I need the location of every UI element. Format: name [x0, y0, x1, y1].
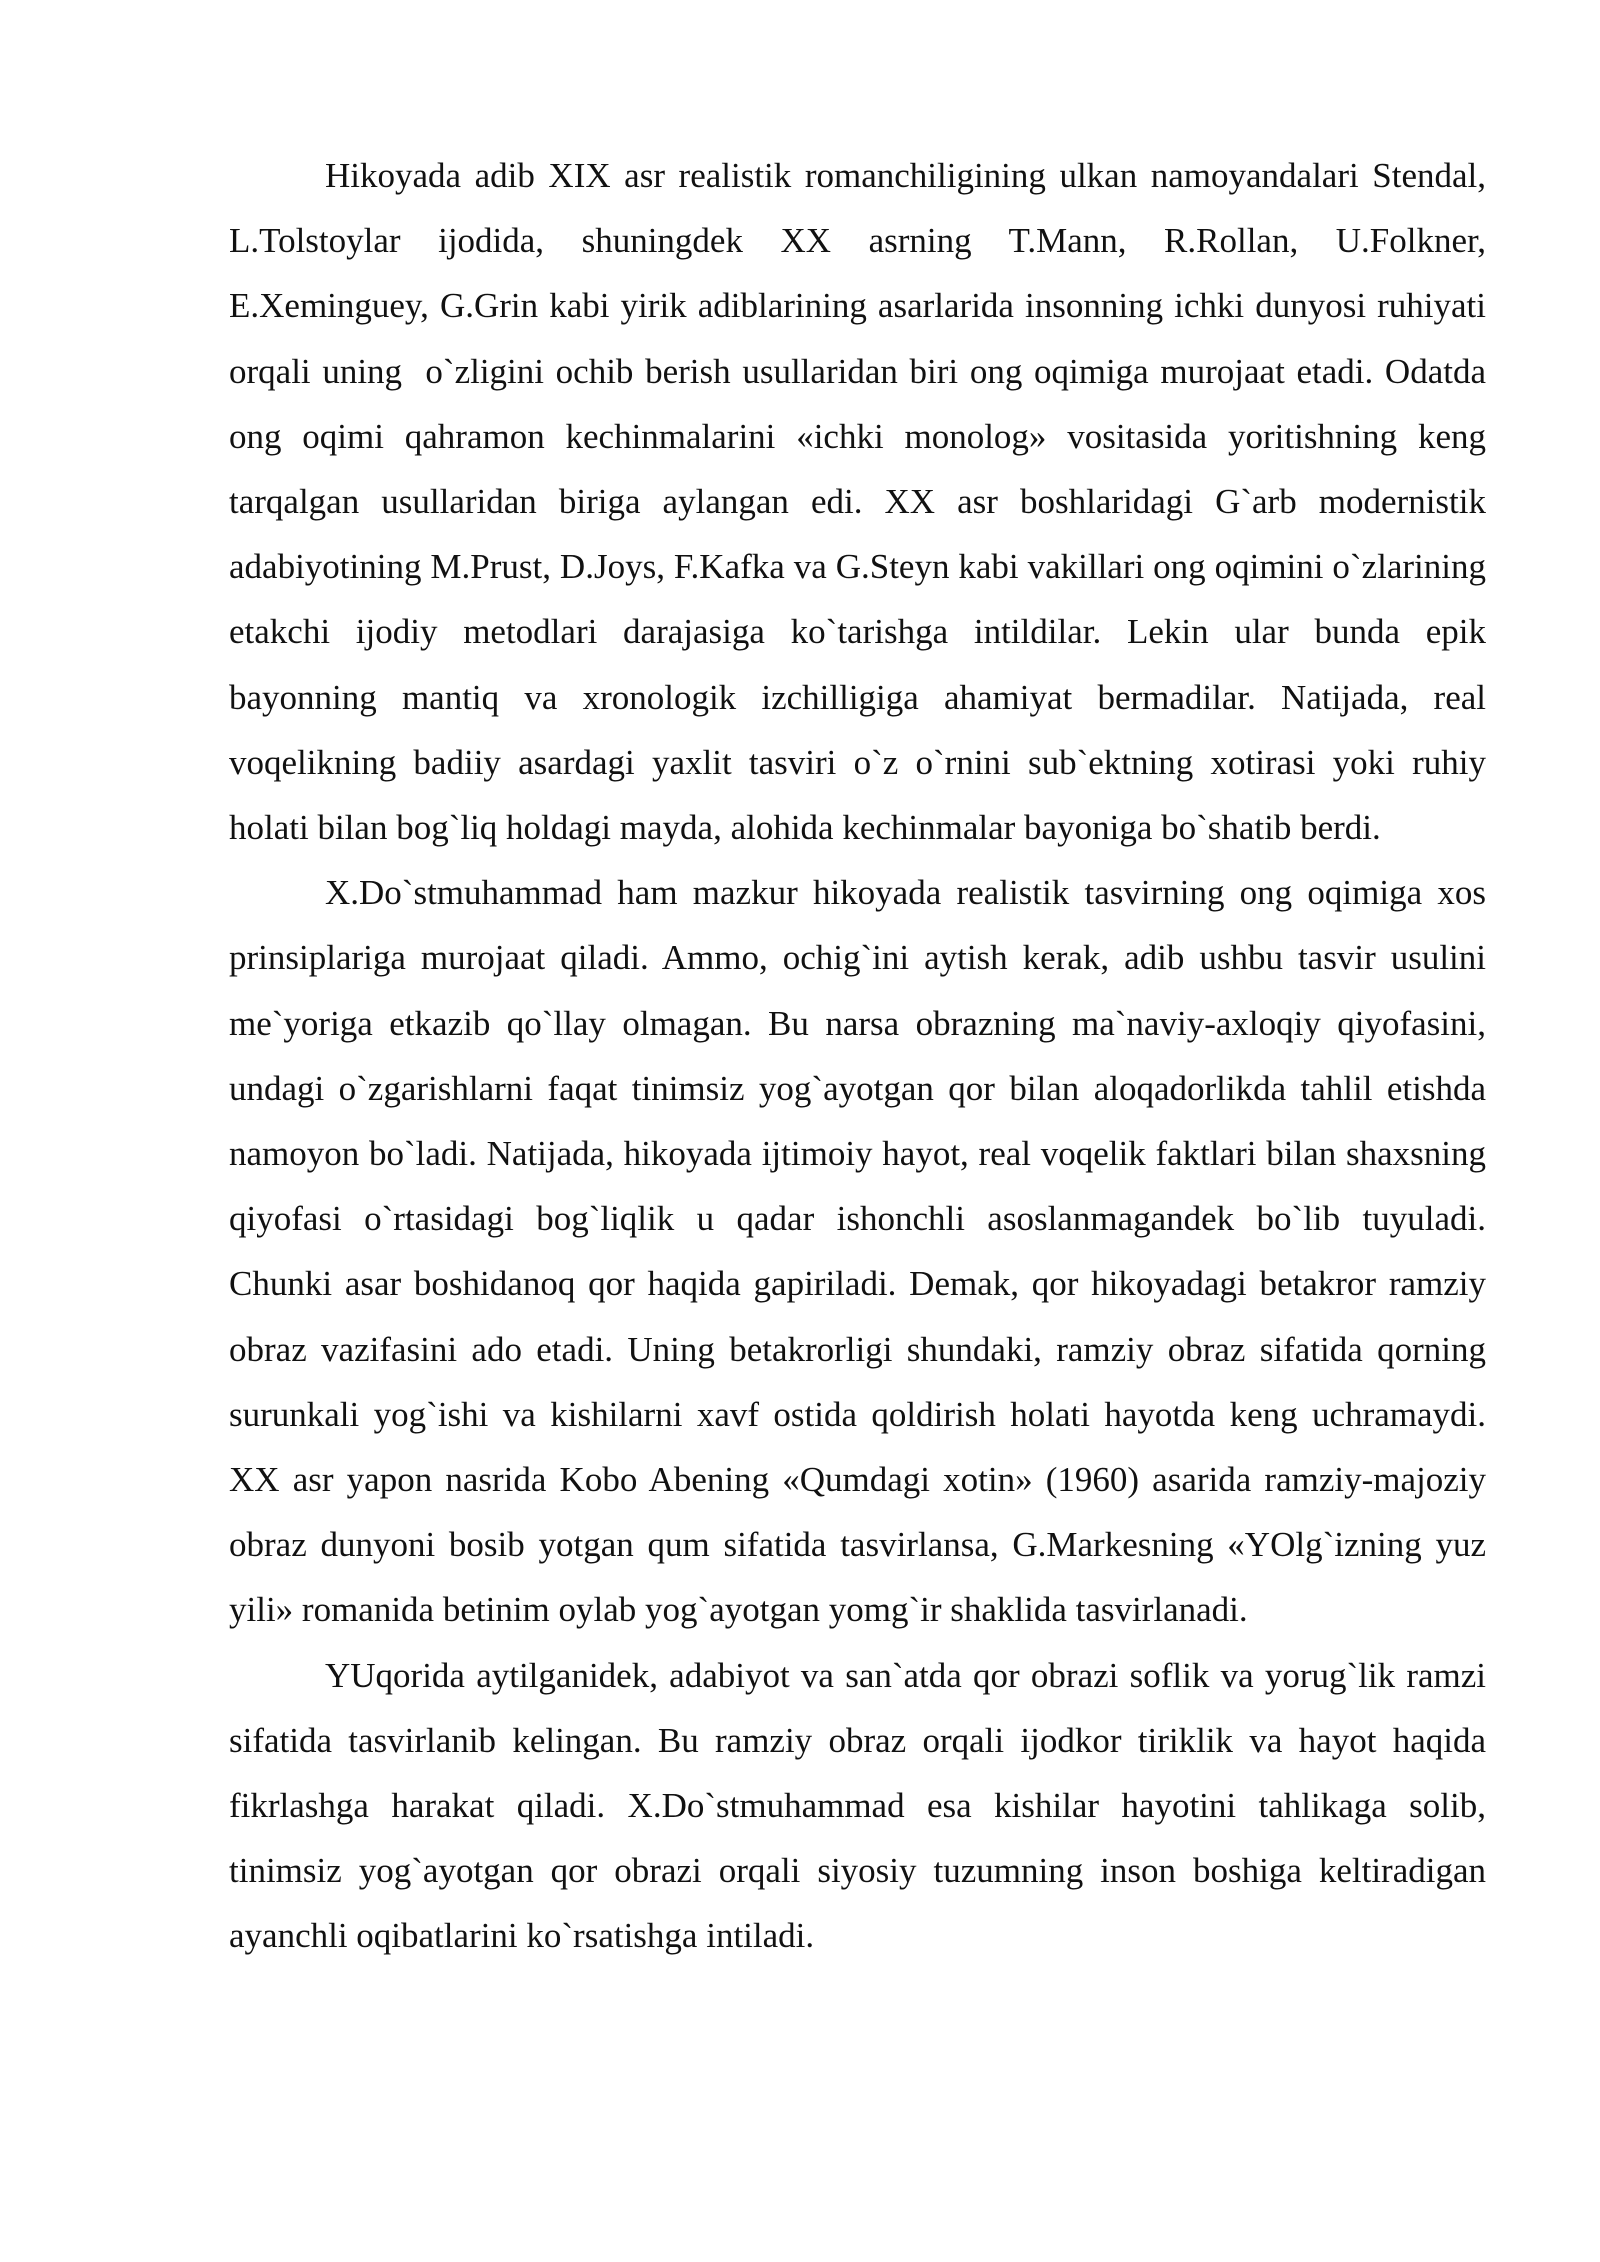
- paragraph-1: Hikoyada adib XIX asr realistik romanchiligining ulkan namoyandalari Stendal, L.Tolstoylar ijodida, shuningdek XX asrning T.Mann, R.Rollan, U.Folkner, E.Xeminguey, G.Grin kabi yirik adiblarining asarlarida insonning ichki dunyosi ruhiyati orqali uning o`zligini ochib berish usullaridan biri ong oqimiga murojaat etadi. Odatda ong oqimi qahramon kechinmalarini «ichki monolog» vositasida yoritishning keng tarqalgan usullaridan biriga aylangan edi. XX asr boshlaridagi G`arb modernistik adabiyotining M.Prust, D.Joys, F.Kafka va G.Steyn kabi vakillari ong oqimini o`zlarining etakchi ijodiy metodlari darajasiga ko`tarishga intildilar. Lekin ular bunda epik bayonning mantiq va xronologik izchilligiga ahamiyat bermadilar. Natijada, real voqelikning badiiy asardagi yaxlit tasviri o`z o`rnini sub`ektning xotirasi yoki ruhiy holati bilan bog`liq holdagi mayda, alohida kechinmalar bayoniga bo`shatib berdi.: [229, 156, 1495, 848]
- paragraph-3: YUqorida aytilganidek, adabiyot va san`atda qor obrazi soflik va yorug`lik ramzi sifatida tasvirlanib kelingan. Bu ramziy obraz orqali ijodkor tiriklik va hayot haqida fikrlashga harakat qiladi. X.Do`stmuhammad esa kishilar hayotini tahlikaga solib, tinimsiz yog`ayotgan qor obrazi orqali siyosiy tuzumning inson boshiga keltiradigan ayanchli oqibatlarini ko`rsatishga intiladi.: [229, 1655, 1495, 1956]
- paragraph-2: X.Do`stmuhammad ham mazkur hikoyada realistik tasvirning ong oqimiga xos prinsiplariga murojaat qiladi. Ammo, ochig`ini aytish kerak, adib ushbu tasvir usulini me`yoriga etkazib qo`llay olmagan. Bu narsa obrazning ma`naviy-axloqiy qiyofasini, undagi o`zgarishlarni faqat tinimsiz yog`ayotgan qor bilan aloqadorlikda tahlil etishda namoyon bo`ladi. Natijada, hikoyada ijtimoiy hayot, real voqelik faktlari bilan shaxsning qiyofasi o`rtasidagi bog`liqlik u qadar ishonchli asoslanmagandek bo`lib tuyuladi. Chunki asar boshidanoq qor haqida gapiriladi. Demak, qor hikoyadagi betakror ramziy obraz vazifasini ado etadi. Uning betakrorligi shundaki, ramziy obraz sifatida qorning surunkali yog`ishi va kishilarni xavf ostida qoldirish holati hayotda keng uchramaydi. XX asr yapon nasrida Kobo Abening «Qumdagi xotin» (1960) asarida ramziy-majoziy obraz dunyoni bosib yotgan qum sifatida tasvirlansa, G.Markesning «YOlg`izning yuz yili» romanida betinim oylab yog`ayotgan yomg`ir shaklida tasvirlanadi.: [229, 873, 1495, 1630]
- document-page: [229, 143, 1495, 1969]
